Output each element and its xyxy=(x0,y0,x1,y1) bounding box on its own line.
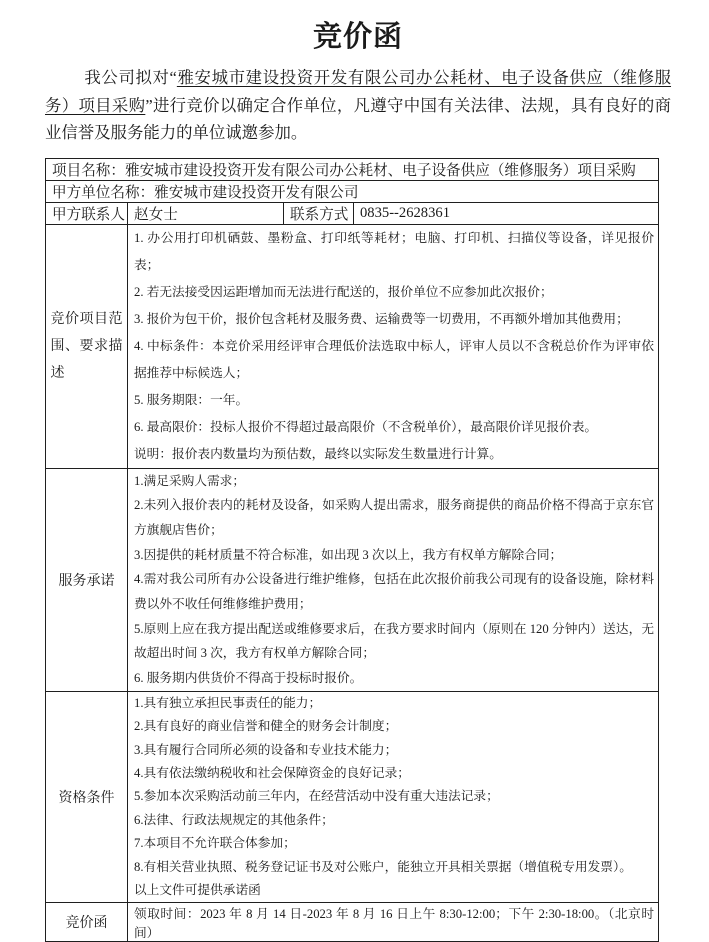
contact-value-cell: 赵女士 xyxy=(128,202,284,224)
content-line: 4.需对我公司所有办公设备进行维护维修，包括在此次报价前我公司现有的设备设施，除材料费以外不收任何维修维护费用； xyxy=(134,567,654,616)
content-line: 6. 最高限价：投标人报价不得超过最高限价（不含税单价），最高限价详见报价表。 xyxy=(134,414,654,441)
letter-label-cell: 竞价函 xyxy=(46,903,128,942)
scope-label-text: 竞价项目范围、要求描述 xyxy=(51,306,123,387)
content-line: 2. 若无法接受因运距增加而无法进行配送的，报价单位不应参加此次报价； xyxy=(134,279,654,306)
content-line: 说明：报价表内数量均为预估数，最终以实际发生数量进行计算。 xyxy=(134,441,654,468)
intro-paragraph xyxy=(45,64,671,147)
qualification-content-cell xyxy=(128,691,659,903)
content-line: 8.有相关营业执照、税务登记证书及对公账户，能独立开具相关票据（增值税专用发票）。 xyxy=(134,856,654,879)
intro-underlined-text: 雅安城市建设投资开发有限公司办公耗材、电子设备供应（维修服务）项目采购 xyxy=(45,68,671,115)
content-line: 领取时间：2023 年 8 月 14 日-2023 年 8 月 16 日上午 8:30-12:00；下午 2:30-18:00。（北京时间） xyxy=(134,903,654,941)
row-scope xyxy=(46,224,659,468)
row-party-name xyxy=(46,180,659,202)
content-line: 1. 办公用打印机硒鼓、墨粉盒、打印纸等耗材；电脑、打印机、扫描仪等设备，详见报价表； xyxy=(134,225,654,279)
phone-label-cell: 联系方式 xyxy=(284,202,354,224)
service-content-cell xyxy=(128,468,659,691)
service-label-cell: 服务承诺 xyxy=(46,468,128,691)
content-line: 5.原则上应在我方提出配送或维修要求后，在我方要求时间内（原则在 120 分钟内）送达，无故超出时间 3 次，我方有权单方解除合同； xyxy=(134,617,654,666)
party-name-cell: 甲方单位名称：雅安城市建设投资开发有限公司 xyxy=(46,180,659,202)
content-line: 3.具有履行合同所必须的设备和专业技术能力； xyxy=(134,739,654,762)
content-line: 1.具有独立承担民事责任的能力； xyxy=(134,692,654,715)
contact-label-cell: 甲方联系人 xyxy=(46,202,128,224)
row-contact xyxy=(46,202,659,224)
intro-prefix: 我公司拟对“ xyxy=(84,68,176,87)
qualification-label-cell: 资格条件 xyxy=(46,691,128,903)
content-line: 5.参加本次采购活动前三年内，在经营活动中没有重大违法记录； xyxy=(134,785,654,808)
content-line: 2.未列入报价表内的耗材及设备，如采购人提出需求，服务商提供的商品价格不得高于京东官方旗舰店售价； xyxy=(134,493,654,542)
document-title: 竞价函 xyxy=(45,14,671,55)
bidding-table xyxy=(45,158,659,942)
intro-suffix: ”进行竞价以确定合作单位，凡遵守中国有关法律、法规，具有良好的商业信誉及服务能力的单位诚邀参加。 xyxy=(45,96,671,143)
content-line: 2.具有良好的商业信誉和健全的财务会计制度； xyxy=(134,715,654,738)
scope-content-cell xyxy=(128,224,659,468)
phone-value-cell: 0835--2628361 xyxy=(354,202,659,224)
row-letter xyxy=(46,903,659,942)
content-line: 6.法律、行政法规规定的其他条件； xyxy=(134,809,654,832)
content-line: 6. 服务期内供货价不得高于投标时报价。 xyxy=(134,666,654,691)
letter-content-cell xyxy=(128,903,659,942)
content-line: 以上文件可提供承诺函 xyxy=(134,879,654,902)
content-line: 4. 中标条件：本竞价采用经评审合理低价法选取中标人，评审人员以不含税总价作为评审依据推荐中标候选人； xyxy=(134,333,654,387)
content-line: 1.满足采购人需求； xyxy=(134,469,654,494)
content-line: 7.本项目不允许联合体参加； xyxy=(134,832,654,855)
content-line: 3.因提供的耗材质量不符合标准，如出现 3 次以上，我方有权单方解除合同； xyxy=(134,543,654,568)
scope-label-cell xyxy=(46,224,128,468)
project-name-cell: 项目名称：雅安城市建设投资开发有限公司办公耗材、电子设备供应（维修服务）项目采购 xyxy=(46,158,659,180)
row-project-name xyxy=(46,158,659,180)
content-line: 4.具有依法缴纳税收和社会保障资金的良好记录； xyxy=(134,762,654,785)
row-service xyxy=(46,468,659,691)
content-line: 3. 报价为包干价，报价包含耗材及服务费、运输费等一切费用，不再额外增加其他费用； xyxy=(134,306,654,333)
content-line: 5. 服务期限：一年。 xyxy=(134,387,654,414)
row-qualification xyxy=(46,691,659,903)
